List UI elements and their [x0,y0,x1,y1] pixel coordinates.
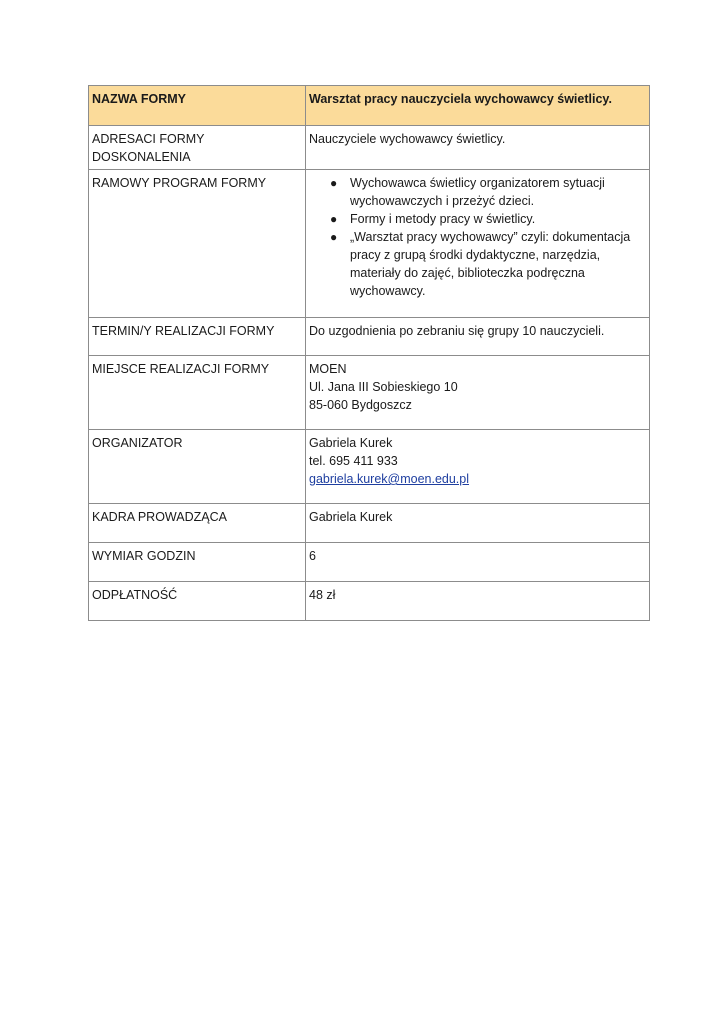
table-row-form-name [89,86,650,126]
table-row-staff [89,504,650,543]
organizer-label: ORGANIZATOR [89,430,306,504]
organizer-email-link[interactable]: gabriela.kurek@moen.edu.pl [309,472,470,486]
program-list-item [330,174,646,210]
organizer-phone: tel. 695 411 933 [309,454,398,468]
hours-label: WYMIAR GODZIN [89,543,306,582]
bullet-icon: ● [330,230,338,244]
table-row-term [89,318,650,356]
program-item-text: „Warsztat pracy wychowawcy” czyli: dokumentacja pracy z grupą środki dydaktyczne, narzędzia, materiały do zajęć, biblioteczka podręczna wychowawcy. [350,230,631,298]
table-row-fee [89,582,650,621]
staff-value: Gabriela Kurek [306,504,650,543]
hours-value: 6 [306,543,650,582]
program-item-text: Formy i metody pracy w świetlicy. [350,212,536,226]
program-label: RAMOWY PROGRAM FORMY [89,170,306,318]
table-row-program [89,170,650,318]
staff-label: KADRA PROWADZĄCA [89,504,306,543]
place-line: Ul. Jana III Sobieskiego 10 [309,380,458,394]
program-list-item [330,228,646,300]
place-value [306,356,650,430]
organizer-value [306,430,650,504]
table-row-hours [89,543,650,582]
organizer-name: Gabriela Kurek [309,436,393,450]
program-value [306,170,650,318]
program-list-item [330,210,646,228]
program-item-text: Wychowawca świetlicy organizatorem sytuacji wychowawczych i przeżyć dzieci. [350,176,605,208]
course-form-table [88,85,650,621]
bullet-icon: ● [330,212,338,226]
bullet-icon: ● [330,176,338,190]
table-row-place [89,356,650,430]
addressees-label: ADRESACI FORMY DOSKONALENIA [89,126,306,170]
program-list [309,174,646,300]
addressees-value: Nauczyciele wychowawcy świetlicy. [306,126,650,170]
term-value: Do uzgodnienia po zebraniu się grupy 10 nauczycieli. [306,318,650,356]
place-line: MOEN [309,362,347,376]
table-row-organizer [89,430,650,504]
form-name-value: Warsztat pracy nauczyciela wychowawcy świetlicy. [306,86,650,126]
form-name-label: NAZWA FORMY [89,86,306,126]
fee-value: 48 zł [306,582,650,621]
term-label: TERMIN/Y REALIZACJI FORMY [89,318,306,356]
table-row-addressees [89,126,650,170]
fee-label: ODPŁATNOŚĆ [89,582,306,621]
place-line: 85-060 Bydgoszcz [309,398,412,412]
place-label: MIEJSCE REALIZACJI FORMY [89,356,306,430]
